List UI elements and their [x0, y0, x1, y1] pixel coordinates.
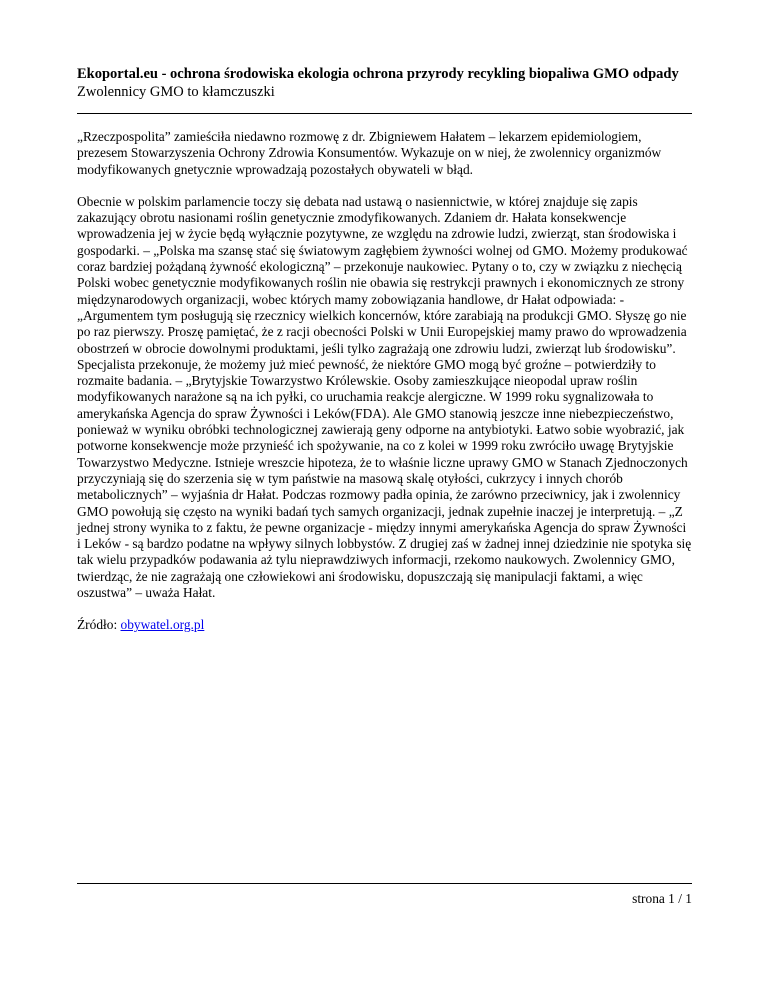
- source-link[interactable]: obywatel.org.pl: [120, 617, 205, 633]
- header-divider: [77, 113, 692, 114]
- footer-divider: [77, 883, 692, 884]
- article-body: [77, 129, 692, 650]
- source-line: [77, 617, 692, 633]
- article-paragraph-intro: „Rzeczpospolita” zamieściła niedawno rozmowę z dr. Zbigniewem Hałatem – lekarzem epidemiologiem, prezesem Stowarzyszenia Ochrony Zdrowia Konsumentów. Wykazuje on w niej, że zwolennicy organizmów modyfikowanych gnetycznie wprowadzają pozostałych obywateli w błąd.: [77, 129, 662, 177]
- document-page: [77, 0, 692, 994]
- article-paragraph-main: Obecnie w polskim parlamencie toczy się debata nad ustawą o nasiennictwie, w której znajduje się zapis zakazujący obrotu nasionami roślin genetycznie zmodyfikowanych. Zdaniem dr. Hałata konsekwencje wprowadzenia jej w życie będą wyłącznie pozytywne, ze względu na zdrowie ludzi, zwierząt, stan środowiska i gospodarki. – „Polska ma szansę stać się światowym zagłębiem żywności wolnej od GMO. Możemy produkować coraz bardziej pożądaną żywność ekologiczną” – przekonuje naukowiec. Pytany o to, czy w związku z niechęcią Polski wobec genetycznie modyfikowanych roślin nie obawia się restrykcji prawnych i ekonomicznych ze strony międzynarodowych organizacji, wobec których mamy zobowiązania handlowe, dr Hałat odpowiada: - „Argumentem tym posługują się rzecznicy wielkich koncernów, które zarabiają na produkcji GMO. Słyszę go nie po raz pierwszy. Proszę pamiętać, że z racji obecności Polski w Unii Europejskiej mamy prawo do wprowadzenia obostrzeń w obrocie dowolnymi produktami, jeśli tylko zagrażają one zdrowiu ludzi, zwierząt lub środowisku”. Specjalista przekonuje, że możemy już mieć pewność, że niektóre GMO mogą być groźne – potwierdziły to rozmaite badania. – „Brytyjskie Towarzystwo Królewskie. Osoby zamieszkujące nieopodal upraw roślin modyfikowanych narażone są na ich pyłki, co uruchamia reakcje alergiczne. W 1999 roku sygnalizowała to amerykańska Agencja do spraw Żywności i Leków(FDA). Ale GMO stanowią jeszcze inne niebezpieczeństwo, ponieważ w wyniku obróbki technologicznej zawierają geny odporne na antybiotyki. Łatwo sobie wyobrazić, jak potworne konsekwencje może przynieść ich spożywanie, na co z kolei w 1999 roku zwróciło uwagę Brytyjskie Towarzystwo Medyczne. Istnieje wreszcie hipoteza, że to właśnie liczne uprawy GMO w Stanach Zjednoczonych przyczyniają się do szerzenia się w tym państwie na masową skalę otyłości, cukrzycy i innych chorób metabolicznych” – wyjaśnia dr Hałat. Podczas rozmowy padła opinia, że zarówno przeciwnicy, jak i zwolennicy GMO powołują się często na wyniki badań tych samych organizacji, jednak zupełnie inaczej je interpretują. – „Z jednej strony wynika to z faktu, że pewne organizacje - między innymi amerykańska Agencja do spraw Żywności i Leków - są bardzo podatne na wpływy silnych lobbystów. Z drugiej zaś w żadnej innej dziedzinie nie spotyka się tak wielu przypadków podawania aż tylu nieprawdziwych informacji, rzekomo naukowych. Zwolennicy GMO, twierdząc, że nie zagrażają one człowiekowi ani środowisku, dopuszczają się manipulacji faktami, a więc oszustwa” – uważa Hałat.: [77, 193, 692, 601]
- source-label: Źródło:: [77, 617, 121, 633]
- site-title: Ekoportal.eu - ochrona środowiska ekologia ochrona przyrody recykling biopaliwa GMO odpady: [77, 66, 679, 82]
- page-indicator: strona 1 / 1: [632, 891, 692, 906]
- document-header: [77, 66, 692, 101]
- article-title: Zwolennicy GMO to kłamczuszki: [77, 84, 275, 100]
